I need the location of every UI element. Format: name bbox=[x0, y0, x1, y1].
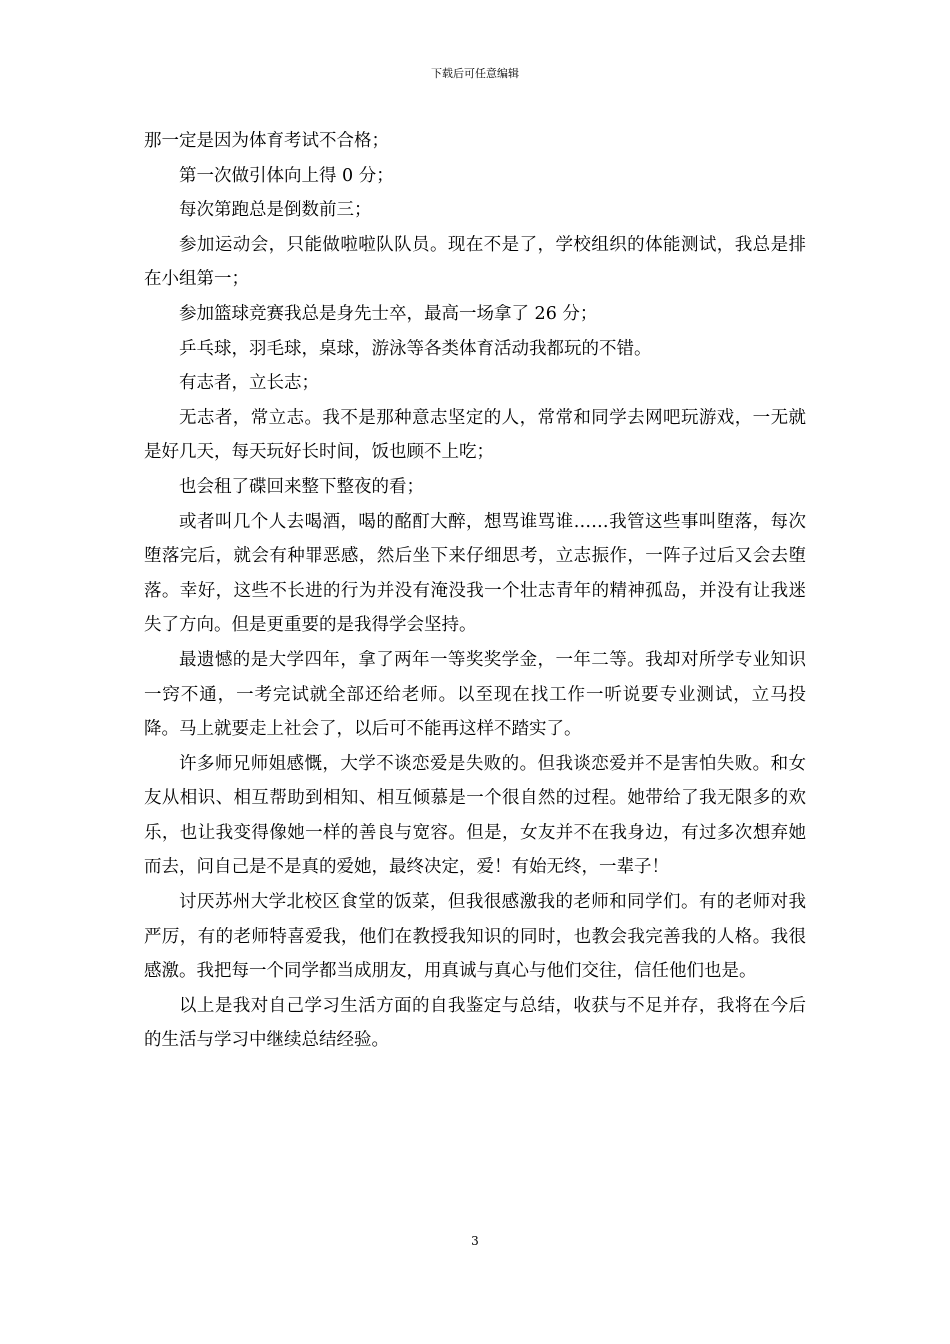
paragraph: 那一定是因为体育考试不合格； bbox=[144, 131, 389, 151]
paragraph: 参加运动会，只能做啦啦队队员。现在不是了，学校组织的体能测试，我总是排在小组第一； bbox=[144, 234, 806, 290]
page-number: 3 bbox=[471, 1234, 479, 1248]
paragraph: 讨厌苏州大学北校区食堂的饭菜，但我很感激我的老师和同学们。有的老师对我严厉，有的老师特喜爱我，他们在教授我知识的同时，也教会我完善我的人格。我很感激。我把每一个同学都当成朋友，用真诚与真心与他们交往，信任他们也是。 bbox=[144, 892, 806, 982]
paragraph: 每次第跑总是倒数前三； bbox=[179, 200, 372, 221]
paragraph: 无志者，常立志。我不是那种意志坚定的人，常常和同学去网吧玩游戏，一无就是好几天，每天玩好长时间，饭也顾不上吃； bbox=[144, 407, 806, 463]
page-header: 下载后可任意编辑 bbox=[431, 67, 519, 80]
paragraph: 也会租了碟回来整下整夜的看； bbox=[179, 476, 424, 497]
paragraph: 以上是我对自己学习生活方面的自我鉴定与总结，收获与不足并存，我将在今后的生活与学习中继续总结经验。 bbox=[144, 995, 806, 1051]
paragraph: 乒乓球，羽毛球，桌球，游泳等各类体育活动我都玩的不错。 bbox=[179, 338, 652, 359]
paragraph: 或者叫几个人去喝酒，喝的酩酊大醉，想骂谁骂谁……我管这些事叫堕落，每次堕落完后，就会有种罪恶感，然后坐下来仔细思考，立志振作，一阵子过后又会去堕落。幸好，这些不长进的行为并没有淹没我一个壮志青年的精神孤岛，并没有让我迷失了方向。但是更重要的是我得学会坚持。 bbox=[144, 511, 806, 636]
paragraph: 最遗憾的是大学四年，拿了两年一等奖奖学金，一年二等。我却对所学专业知识一窍不通，一考完试就全部还给老师。以至现在找工作一听说要专业测试，立马投降。马上就要走上社会了，以后可不能再这样不踏实了。 bbox=[144, 649, 806, 740]
paragraph: 第一次做引体向上得 0 分； bbox=[179, 165, 394, 186]
paragraph: 许多师兄师姐感慨，大学不谈恋爱是失败的。但我谈恋爱并不是害怕失败。和女友从相识、相互帮助到相知、相互倾慕是一个很自然的过程。她带给了我无限多的欢乐，也让我变得像她一样的善良与宽容。但是，女友并不在我身边，有过多次想弃她而去，问自己是不是真的爱她，最终决定，爱！有始无终，一辈子！ bbox=[144, 753, 806, 878]
paragraph: 参加篮球竞赛我总是身先士卒，最高一场拿了 26 分； bbox=[179, 303, 598, 324]
document-body bbox=[144, 124, 806, 1058]
paragraph: 有志者，立长志； bbox=[179, 373, 319, 394]
